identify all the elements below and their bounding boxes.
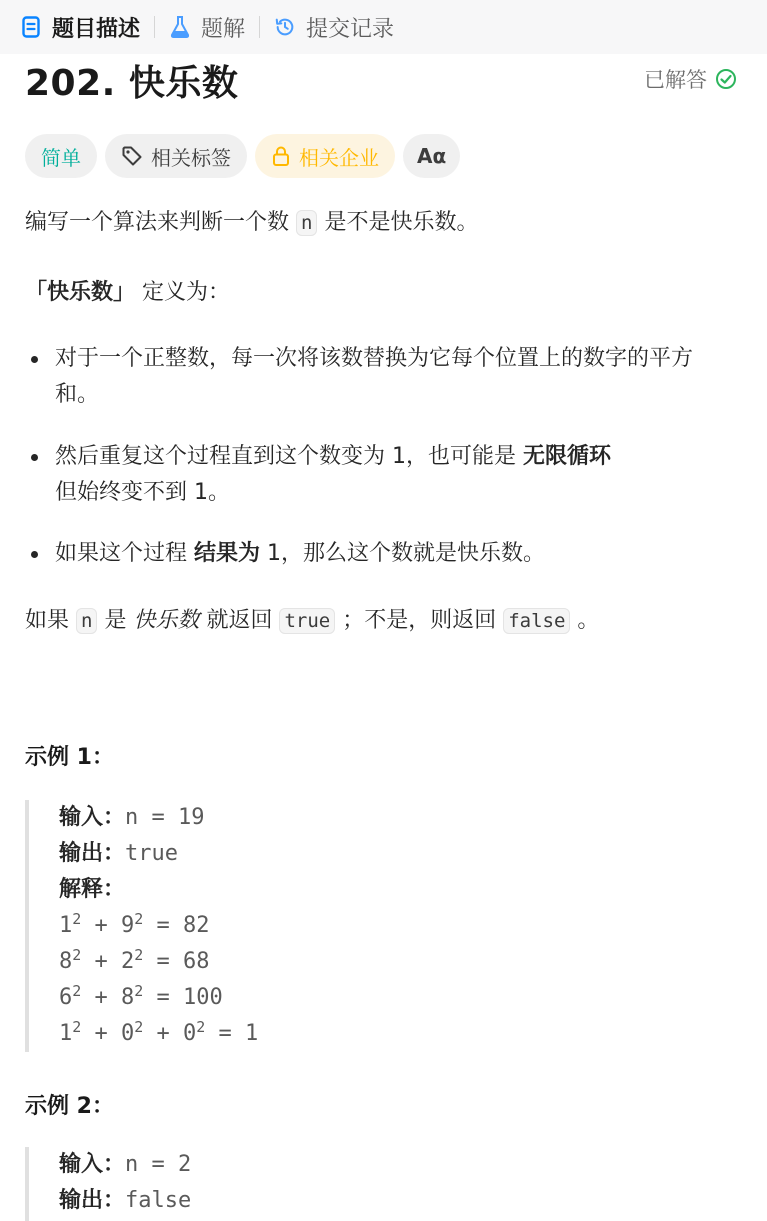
flask-icon (169, 15, 191, 39)
text: 定义为： (135, 280, 231, 305)
example-explain-line (59, 872, 725, 908)
list-item (25, 439, 725, 511)
tab-divider (259, 16, 260, 38)
example-input-line (59, 1147, 725, 1183)
tab-bar (0, 0, 767, 54)
tab-label: 题目描述 (52, 16, 141, 42)
explain-step: $8^2 + 2^2 = 68$ (59, 946, 210, 974)
example-output-line (59, 836, 725, 872)
solved-label: 已解答 (644, 68, 707, 92)
explain-label: 解释： (59, 877, 126, 902)
explain-step: $1^2 + 0^2 + 0^2 = 1$ (59, 1018, 259, 1046)
text: 。 (570, 608, 600, 633)
text: 1，那么这个数就是快乐数。 (260, 541, 546, 566)
solved-status (644, 64, 737, 94)
text: 编写一个算法来判断一个数 (25, 210, 296, 235)
explain-step: $1^2 + 9^2 = 82$ (59, 910, 210, 938)
text: 然后重复这个过程直到这个数变为 1，也可能是 (55, 444, 523, 469)
tab-divider (154, 16, 155, 38)
example-1-title: 示例 1： (25, 745, 114, 770)
tab-submissions[interactable] (274, 0, 394, 54)
text: 就返回 (199, 608, 280, 633)
example-input-line (59, 800, 725, 836)
text: 如果 (25, 608, 76, 633)
definition-line (25, 275, 725, 311)
input-value: n = 2 (125, 1152, 192, 1177)
text: ；不是，则返回 (335, 608, 504, 633)
list-item (25, 341, 725, 413)
companies-label: 相关企业 (299, 145, 379, 170)
return-statement (25, 603, 725, 639)
output-label: 输出： (59, 1188, 126, 1213)
bold-text: 无限循环 (523, 444, 612, 469)
problem-intro (25, 205, 725, 241)
translate-icon: Aα (417, 144, 447, 168)
input-value: n = 19 (125, 805, 205, 830)
text: 对于一个正整数，每一次将该数替换为它每个位置上的数字的平方和。 (55, 346, 694, 407)
input-label: 输入： (59, 1152, 126, 1177)
history-icon (274, 15, 296, 39)
lock-icon (271, 145, 291, 167)
translate-button[interactable] (403, 134, 460, 178)
output-value: false (125, 1188, 192, 1213)
italic-text: 快乐数 (133, 608, 200, 633)
inline-code: false (503, 608, 570, 634)
text: 是 (97, 608, 134, 633)
example-output-line (59, 1183, 725, 1219)
output-label: 输出： (59, 841, 126, 866)
output-value: true (125, 841, 178, 866)
definition-term: 「快乐数」 (25, 280, 136, 305)
text: 如果这个过程 (55, 541, 194, 566)
check-circle-icon (715, 68, 737, 90)
difficulty-badge[interactable] (25, 134, 97, 178)
tag-icon (121, 145, 143, 167)
example-1-block (25, 800, 725, 1052)
example-2-title: 示例 2： (25, 1094, 114, 1119)
inline-code: n (76, 608, 97, 634)
input-label: 输入： (59, 805, 126, 830)
topics-label: 相关标签 (151, 145, 231, 170)
tab-label: 提交记录 (306, 16, 395, 42)
inline-code: true (279, 608, 335, 634)
list-item (25, 536, 725, 572)
explain-step: $6^2 + 8^2 = 100$ (59, 982, 223, 1010)
inline-code: n (296, 210, 317, 236)
tab-solutions[interactable] (169, 0, 245, 54)
difficulty-label: 简单 (41, 145, 81, 170)
topics-tag-button[interactable] (105, 134, 247, 178)
text: 但始终变不到 1。 (55, 480, 230, 505)
tab-label: 题解 (201, 16, 246, 42)
text: 是不是快乐数。 (317, 210, 479, 235)
problem-title: 202. 快乐数 (25, 63, 239, 104)
bold-text: 结果为 (194, 541, 261, 566)
tab-description[interactable] (20, 0, 140, 54)
description-icon (20, 15, 42, 39)
tag-row (25, 134, 460, 178)
example-2-block (25, 1147, 725, 1221)
companies-tag-button[interactable] (255, 134, 395, 178)
